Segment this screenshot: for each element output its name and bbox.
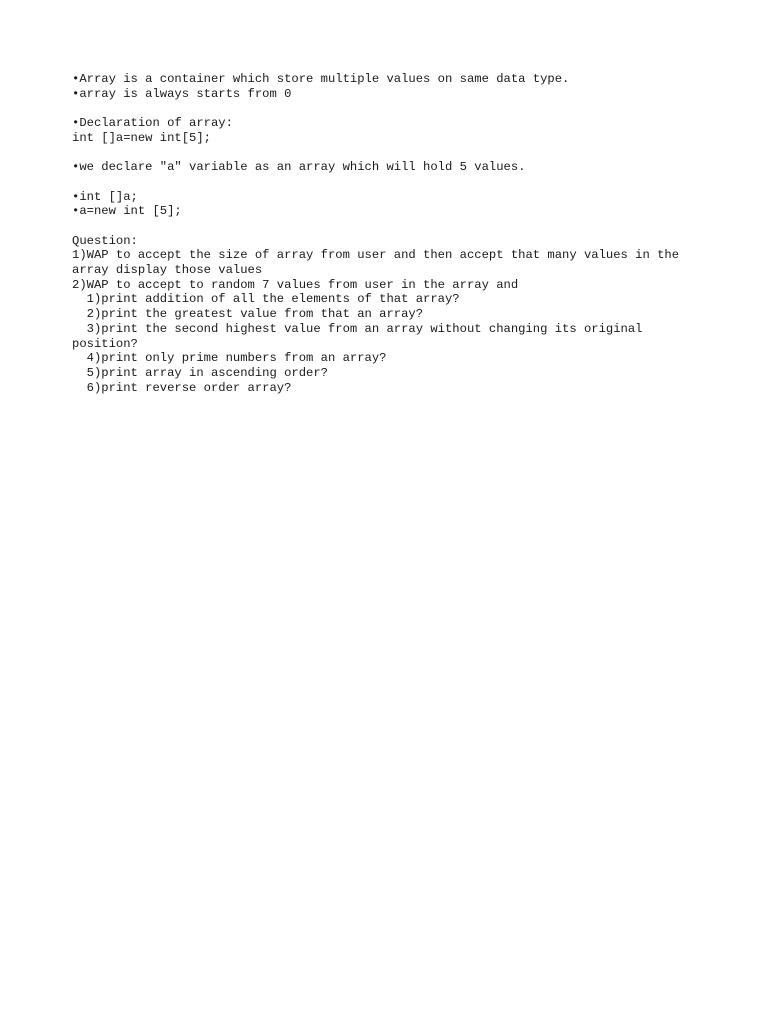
sub-question-line: 4)print only prime numbers from an array? (72, 351, 387, 366)
blank-line (72, 219, 712, 234)
section-heading: Question: (72, 233, 138, 248)
text-line: •Array is a container which store multiple values on same data type. (72, 72, 570, 86)
text-line: •array is always starts from 0 (72, 86, 292, 101)
code-line: •int []a; (72, 189, 138, 204)
question-line: 1)WAP to accept the size of array from user and then accept that many values in the (72, 248, 680, 263)
code-line: •a=new int [5]; (72, 204, 182, 219)
sub-question-line: 2)print the greatest value from that an array? (72, 307, 424, 322)
sub-question-line: 6)print reverse order array? (72, 380, 292, 395)
question-line: array display those values (72, 263, 263, 278)
blank-line (72, 175, 712, 190)
blank-line (72, 146, 712, 161)
text-line: •Declaration of array: (72, 116, 233, 131)
question-line: 2)WAP to accept to random 7 values from user in the array and (72, 277, 519, 292)
sub-question-line: 3)print the second highest value from an array without changing its original (72, 321, 643, 336)
text-line: •we declare "a" variable as an array which will hold 5 values. (72, 160, 526, 175)
sub-question-line: position? (72, 336, 138, 351)
code-line: int []a=new int[5]; (72, 130, 211, 145)
blank-line (72, 101, 712, 116)
document-body (72, 72, 712, 395)
sub-question-line: 5)print array in ascending order? (72, 366, 328, 380)
sub-question-line: 1)print addition of all the elements of that array? (72, 292, 460, 307)
